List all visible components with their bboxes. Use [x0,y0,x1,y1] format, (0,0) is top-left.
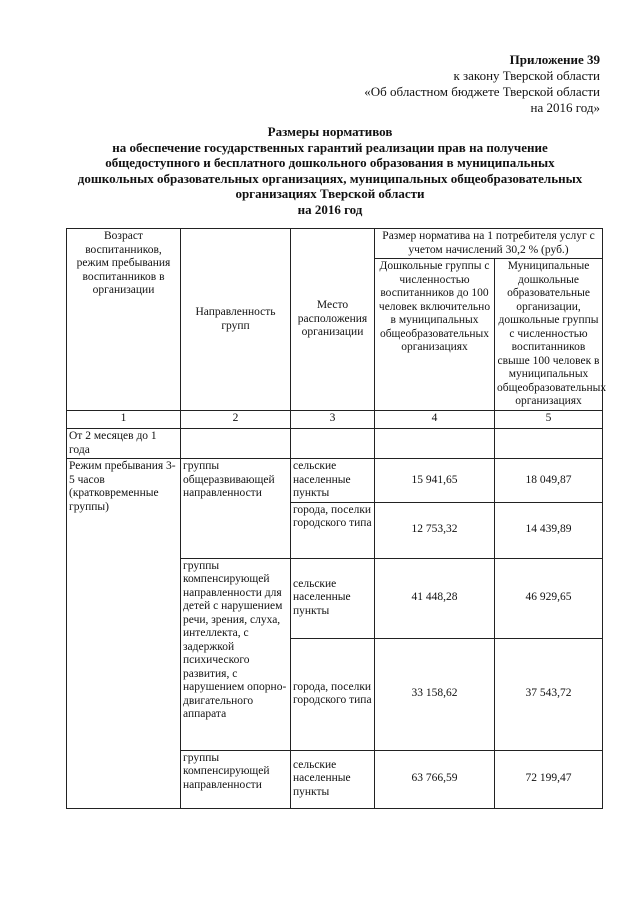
value-cell: 33 158,62 [375,638,495,750]
header-direction: Направленность групп [181,229,291,411]
value-cell: 72 199,47 [495,750,603,808]
title-line: дошкольных образовательных организациях, муниципальных общеобразовательных [77,170,583,186]
value-cell: 14 439,89 [495,502,603,558]
header-place: Место расположения организации [291,229,375,411]
value-cell: 63 766,59 [375,750,495,808]
column-number-row [67,411,603,429]
header-large-orgs: Муниципальные дошкольные образовательные организации, дошкольные группы с численностью воспитанников свыше 100 человек в муниципальных общеобразовательных организациях [495,259,603,411]
column-number: 5 [495,411,603,429]
value-cell: 41 448,28 [375,558,495,638]
value-cell: 12 753,32 [375,502,495,558]
appendix-line: «Об областном бюджете Тверской области [364,84,600,99]
title-line: Размеры нормативов [267,124,393,139]
title-line: на 2016 год [297,201,363,217]
direction-cell: группы компенсирующей направленности для детей с нарушением речи, зрения, слуха, интеллекта, с задержкой психического развития, с нарушением опорно-двигательного аппарата [181,558,291,750]
mode-cell: Режим пребывания 3-5 часов (кратковременные группы) [67,459,181,809]
direction-cell: группы компенсирующей направленности [181,750,291,808]
header-row [67,229,603,259]
value-cell: 46 929,65 [495,558,603,638]
place-cell: сельские населенные пункты [291,459,375,503]
column-number: 4 [375,411,495,429]
age-cell: От 2 месяцев до 1 года [67,429,181,459]
appendix-block [364,52,600,116]
header-age: Возраст воспитанников, режим пребывания воспитанников в организации [67,229,181,411]
column-number: 1 [67,411,181,429]
title-line: на обеспечение государственных гарантий реализации прав на получение [112,139,548,155]
place-cell: сельские населенные пункты [291,750,375,808]
place-cell: сельские населенные пункты [291,558,375,638]
appendix-line: к закону Тверской области [453,68,600,83]
document-title [60,124,600,217]
place-cell: города, поселки городского типа [291,502,375,558]
value-cell: 18 049,87 [495,459,603,503]
table-row [67,459,603,503]
column-number: 3 [291,411,375,429]
title-line: организациях Тверской области [235,186,425,201]
norms-table [66,228,607,809]
value-cell: 15 941,65 [375,459,495,503]
column-number: 2 [181,411,291,429]
header-norm-size: Размер норматива на 1 потребителя услуг с учетом начислений 30,2 % (руб.) [375,229,603,259]
value-cell: 37 543,72 [495,638,603,750]
direction-cell: группы общеразвивающей направленности [181,459,291,559]
place-cell: города, поселки городского типа [291,638,375,750]
appendix-title: Приложение 39 [509,52,600,67]
appendix-line: на 2016 год» [530,100,600,115]
age-row [67,429,603,459]
title-line: общедоступного и бесплатного дошкольного образования в муниципальных [105,155,555,170]
header-small-groups: Дошкольные группы с численностью воспитанников до 100 человек включительно в муниципальных общеобразовательных организациях [375,259,495,411]
